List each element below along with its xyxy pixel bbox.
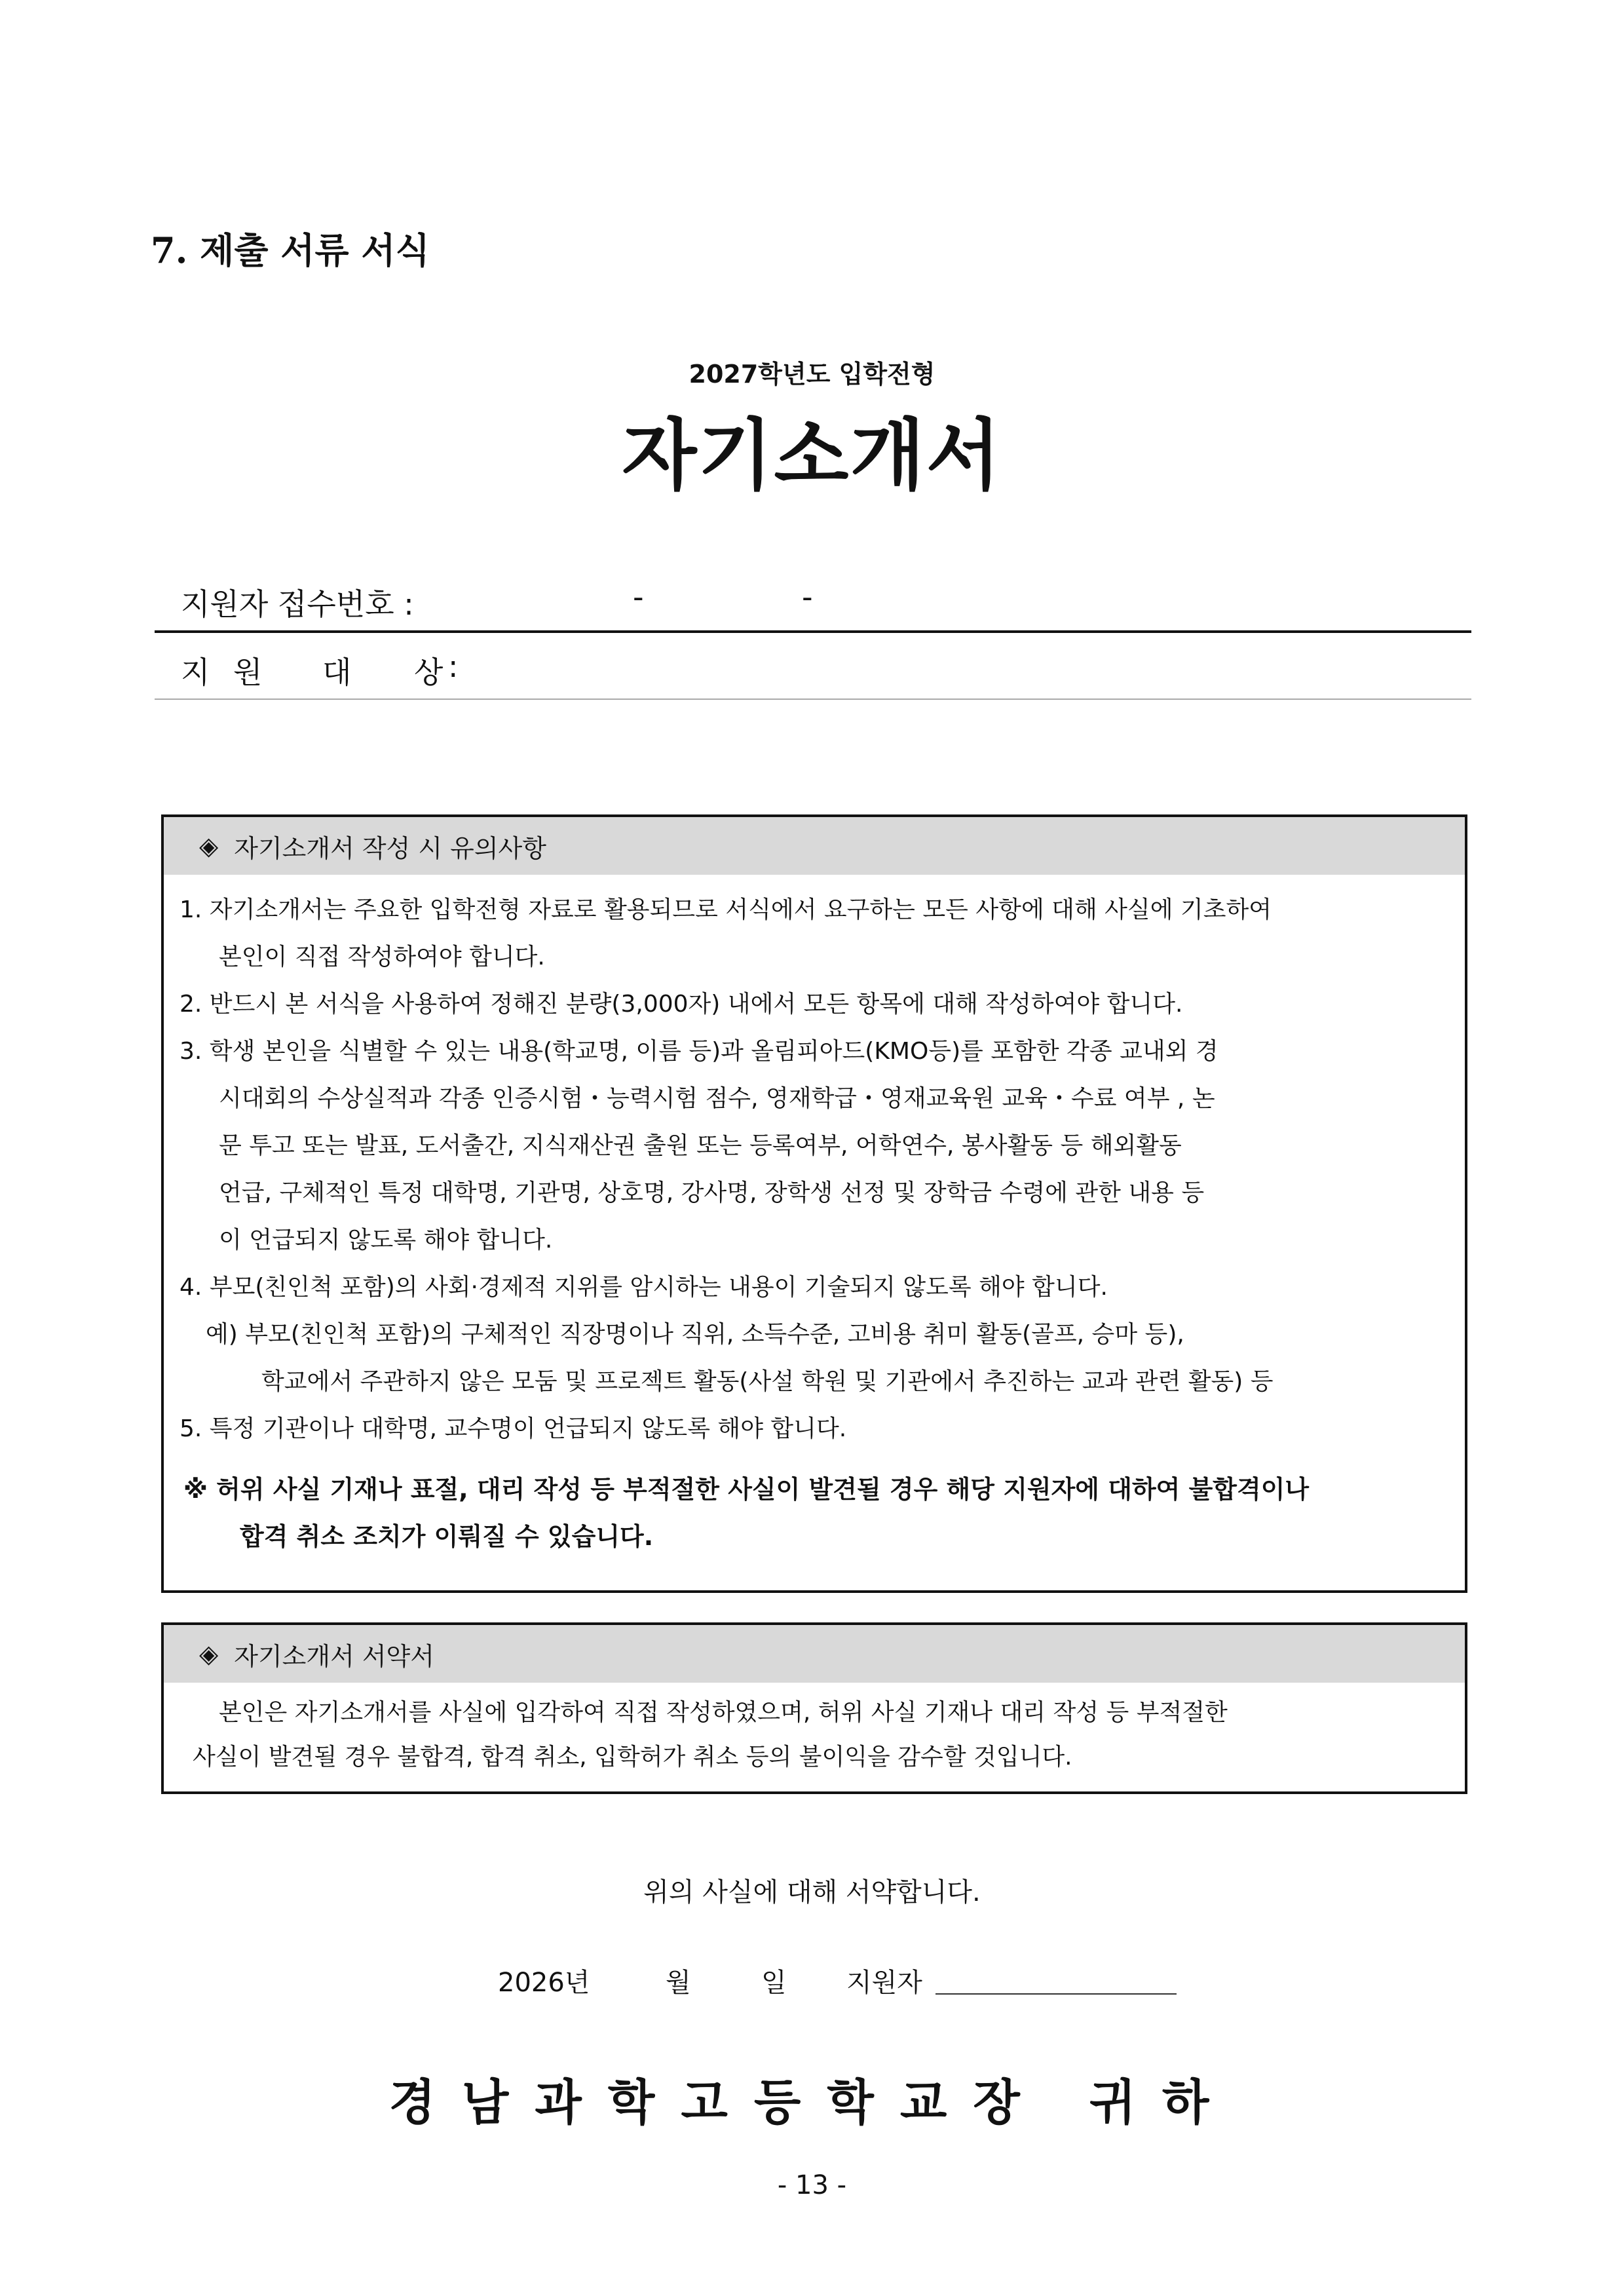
notice-line: 시대회의 수상실적과 각종 인증시험・능력시험 점수, 영재학급・영재교육원 교육・수료 여부 , 논 (219, 1085, 1215, 1112)
section-title: 7. 제출 서류 서식 (151, 229, 430, 271)
notice-list (164, 875, 1465, 1453)
pledge-header (164, 1625, 1465, 1683)
pledge-text (164, 1683, 1465, 1780)
addressee: 경남과학고등학교장 귀하 (388, 2075, 1236, 2131)
document-title: 자기소개서 (622, 410, 1002, 501)
notice-box (161, 814, 1467, 1593)
admission-year-line: 2027학년도 입학전형 (689, 360, 935, 389)
notice-line: 학교에서 주관하지 않은 모둠 및 프로젝트 활동(사설 학원 및 기관에서 추진하는 교과 관련 활동) 등 (261, 1368, 1274, 1395)
notice-line: 2. 반드시 본 서식을 사용하여 정해진 분량(3,000자) 내에서 모든 항목에 대해 작성하여야 합니다. (179, 991, 1183, 1018)
page-number: - 13 - (777, 2170, 847, 2200)
notice-line: 4. 부모(친인척 포함)의 사회·경제적 지위를 암시하는 내용이 기술되지 않도록 해야 합니다. (179, 1274, 1108, 1301)
warning-line: 합격 취소 조치가 이뤄질 수 있습니다. (240, 1522, 654, 1551)
notice-header (164, 817, 1465, 875)
pledge-line: 사실이 발견될 경우 불합격, 합격 취소, 입학허가 취소 등의 불이익을 감수할 것입니다. (193, 1744, 1072, 1770)
notice-line: 1. 자기소개서는 주요한 입학전형 자료로 활용되므로 서식에서 요구하는 모든 사항에 대해 사실에 기초하여 (179, 896, 1272, 923)
target-label-char: 상 (414, 655, 444, 690)
applicant-number-dash-1: - (633, 579, 644, 615)
diamond-icon: ◈ (199, 832, 219, 860)
notice-line: 3. 학생 본인을 식별할 수 있는 내용(학교명, 이름 등)과 올림피아드(KMO등)를 포함한 각종 교내외 경 (179, 1038, 1218, 1065)
applicant-number-dash-2: - (802, 579, 813, 615)
notice-line: 문 투고 또는 발표, 도서출간, 지식재산권 출원 또는 등록여부, 어학연수, 봉사활동 등 해외활동 (219, 1132, 1182, 1159)
target-label-char: 지 (181, 655, 210, 690)
applicant-number-row (155, 565, 1471, 633)
target-label-char: 대 (322, 655, 352, 690)
applicant-number-label: 지원자 접수번호 : (181, 586, 414, 622)
notice-line: 언급, 구체적인 특정 대학명, 기관명, 상호명, 강사명, 장학생 선정 및 장학금 수령에 관한 내용 등 (219, 1179, 1205, 1206)
target-label-char: 원 (233, 655, 263, 690)
date-day: 일 (761, 1968, 787, 1998)
application-target-row (155, 633, 1471, 700)
warning-line: ※ 허위 사실 기재나 표절, 대리 작성 등 부적절한 사실이 발견될 경우 해당 지원자에 대하여 불합격이나 (183, 1475, 1310, 1504)
notice-line: 5. 특정 기관이나 대학명, 교수명이 언급되지 않도록 해야 합니다. (179, 1415, 847, 1442)
notice-header-label: 자기소개서 작성 시 유의사항 (234, 833, 546, 863)
date-month: 월 (666, 1968, 691, 1998)
pledge-header-label: 자기소개서 서약서 (234, 1641, 434, 1671)
warning-notice (164, 1453, 1465, 1560)
target-label-char: : (448, 649, 459, 684)
notice-line: 예) 부모(친인척 포함)의 구체적인 직장명이나 직위, 소득수준, 고비용 취미 활동(골프, 승마 등), (206, 1321, 1184, 1348)
affirmation-statement: 위의 사실에 대해 서약합니다. (643, 1877, 981, 1907)
notice-line: 이 언급되지 않도록 해야 합니다. (219, 1227, 553, 1253)
signature-field[interactable] (935, 1993, 1177, 1995)
notice-line: 본인이 직접 작성하여야 합니다. (219, 944, 545, 970)
diamond-icon: ◈ (199, 1639, 219, 1668)
signer-label: 지원자 (846, 1968, 922, 1998)
pledge-line: 본인은 자기소개서를 사실에 입각하여 직접 작성하였으며, 허위 사실 기재나 대리 작성 등 부적절한 (219, 1699, 1228, 1726)
date-year: 2026년 (498, 1968, 590, 1998)
pledge-box (161, 1622, 1467, 1794)
